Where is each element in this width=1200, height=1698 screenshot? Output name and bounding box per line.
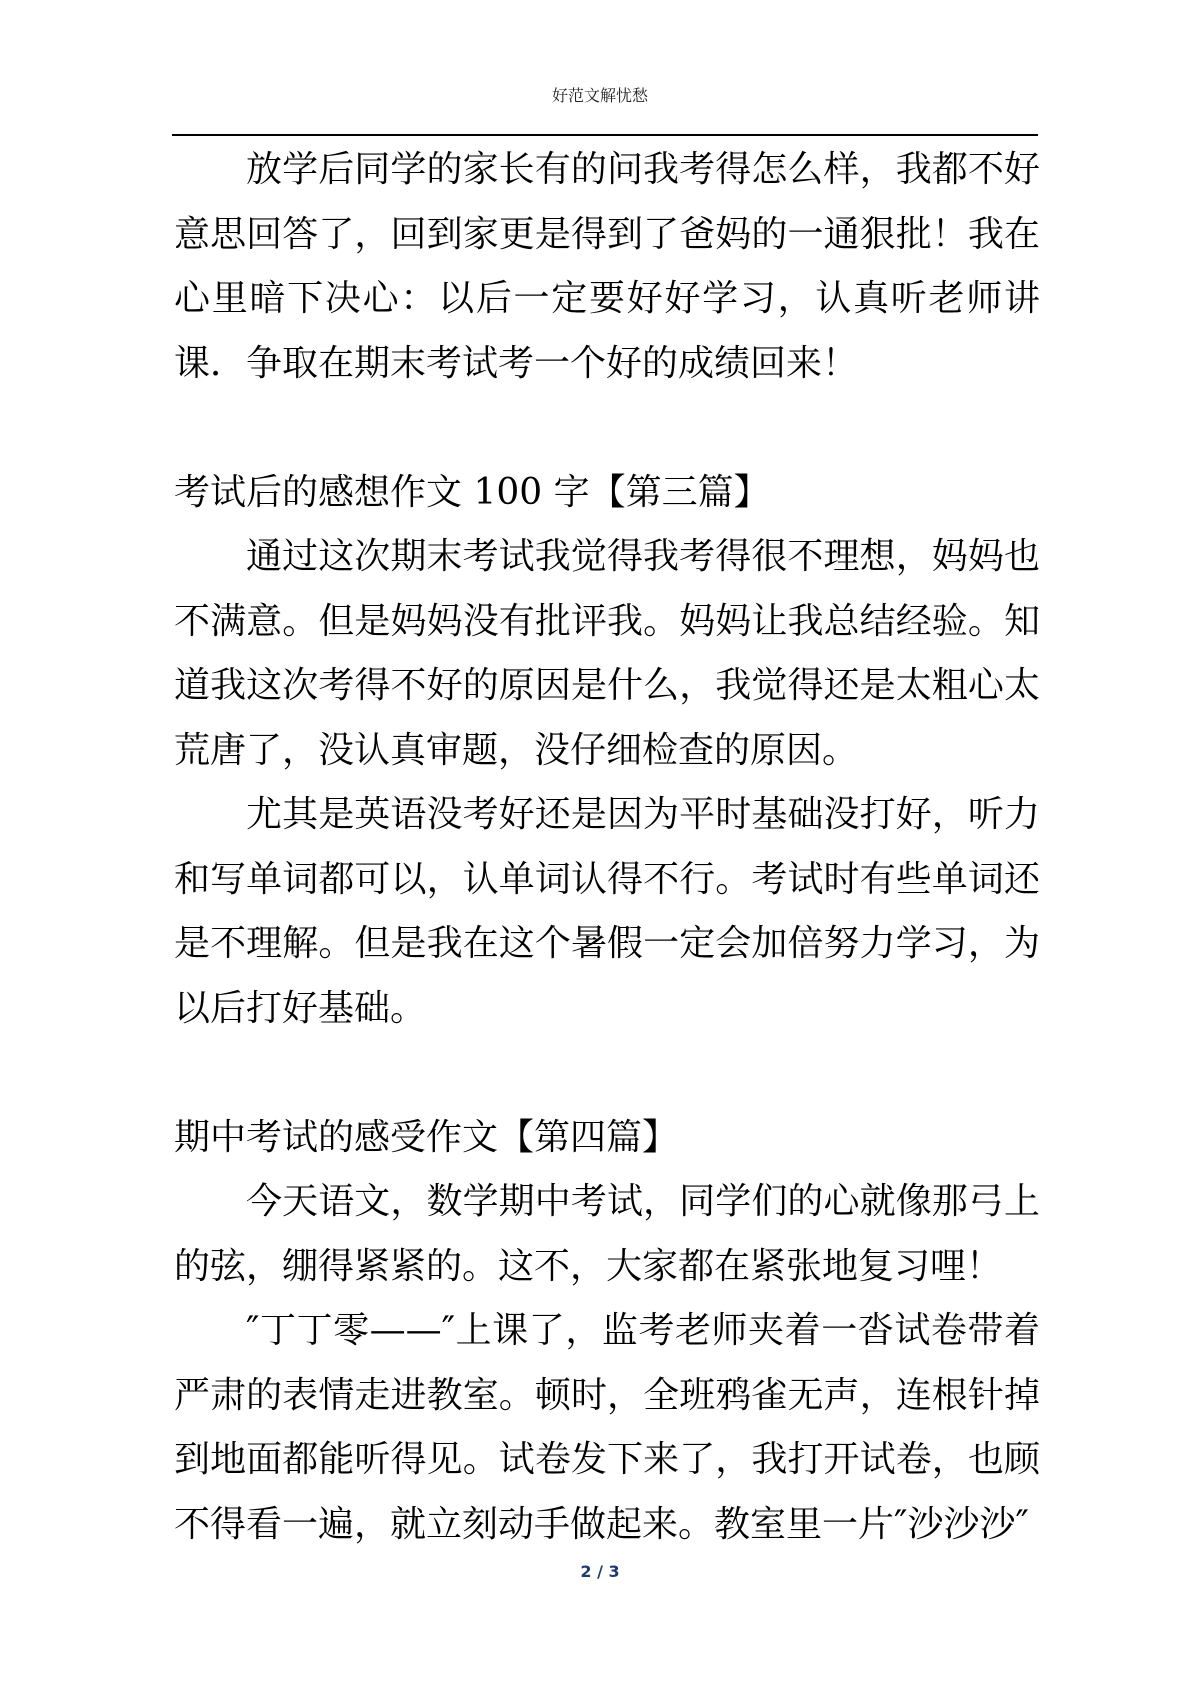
page-number: 2 / 3 bbox=[580, 1562, 620, 1581]
header-divider bbox=[172, 134, 1038, 136]
page-header: 好范文解忧愁 bbox=[551, 86, 648, 105]
paragraph-spacer bbox=[174, 396, 1040, 461]
section-heading: 期中考试的感受作文【第四篇】 bbox=[174, 1116, 679, 1158]
paragraph: ″丁丁零——″上课了，监考老师夹着一沓试卷带着严肃的表情走进教室。顿时，全班鸦雀无声，连根针掉到地面都能听得见。试卷发下来了，我打开试卷，也顾不得看一遍，就立刻动手做起来。教室里一片″沙沙沙″ bbox=[174, 1310, 1040, 1545]
paragraph: 今天语文，数学期中考试，同学们的心就像那弓上的弦，绷得紧紧的。这不，大家都在紧张地复习哩！ bbox=[174, 1181, 1040, 1287]
document-body bbox=[174, 138, 1040, 1557]
paragraph: 放学后同学的家长有的问我考得怎么样，我都不好意思回答了，回到家更是得到了爸妈的一通狠批！我在心里暗下决心：以后一定要好好学习，认真听老师讲课．争取在期末考试考一个好的成绩回来！ bbox=[174, 149, 1040, 384]
paragraph: 尤其是英语没考好还是因为平时基础没打好，听力和写单词都可以，认单词认得不行。考试时有些单词还是不理解。但是我在这个暑假一定会加倍努力学习，为以后打好基础。 bbox=[174, 794, 1040, 1029]
paragraph: 通过这次期末考试我觉得我考得很不理想，妈妈也不满意。但是妈妈没有批评我。妈妈让我总结经验。知道我这次考得不好的原因是什么，我觉得还是太粗心太荒唐了，没认真审题，没仔细检查的原因。 bbox=[174, 536, 1040, 771]
paragraph-spacer bbox=[174, 1041, 1040, 1106]
section-heading: 考试后的感想作文 100 字【第三篇】 bbox=[174, 471, 770, 513]
